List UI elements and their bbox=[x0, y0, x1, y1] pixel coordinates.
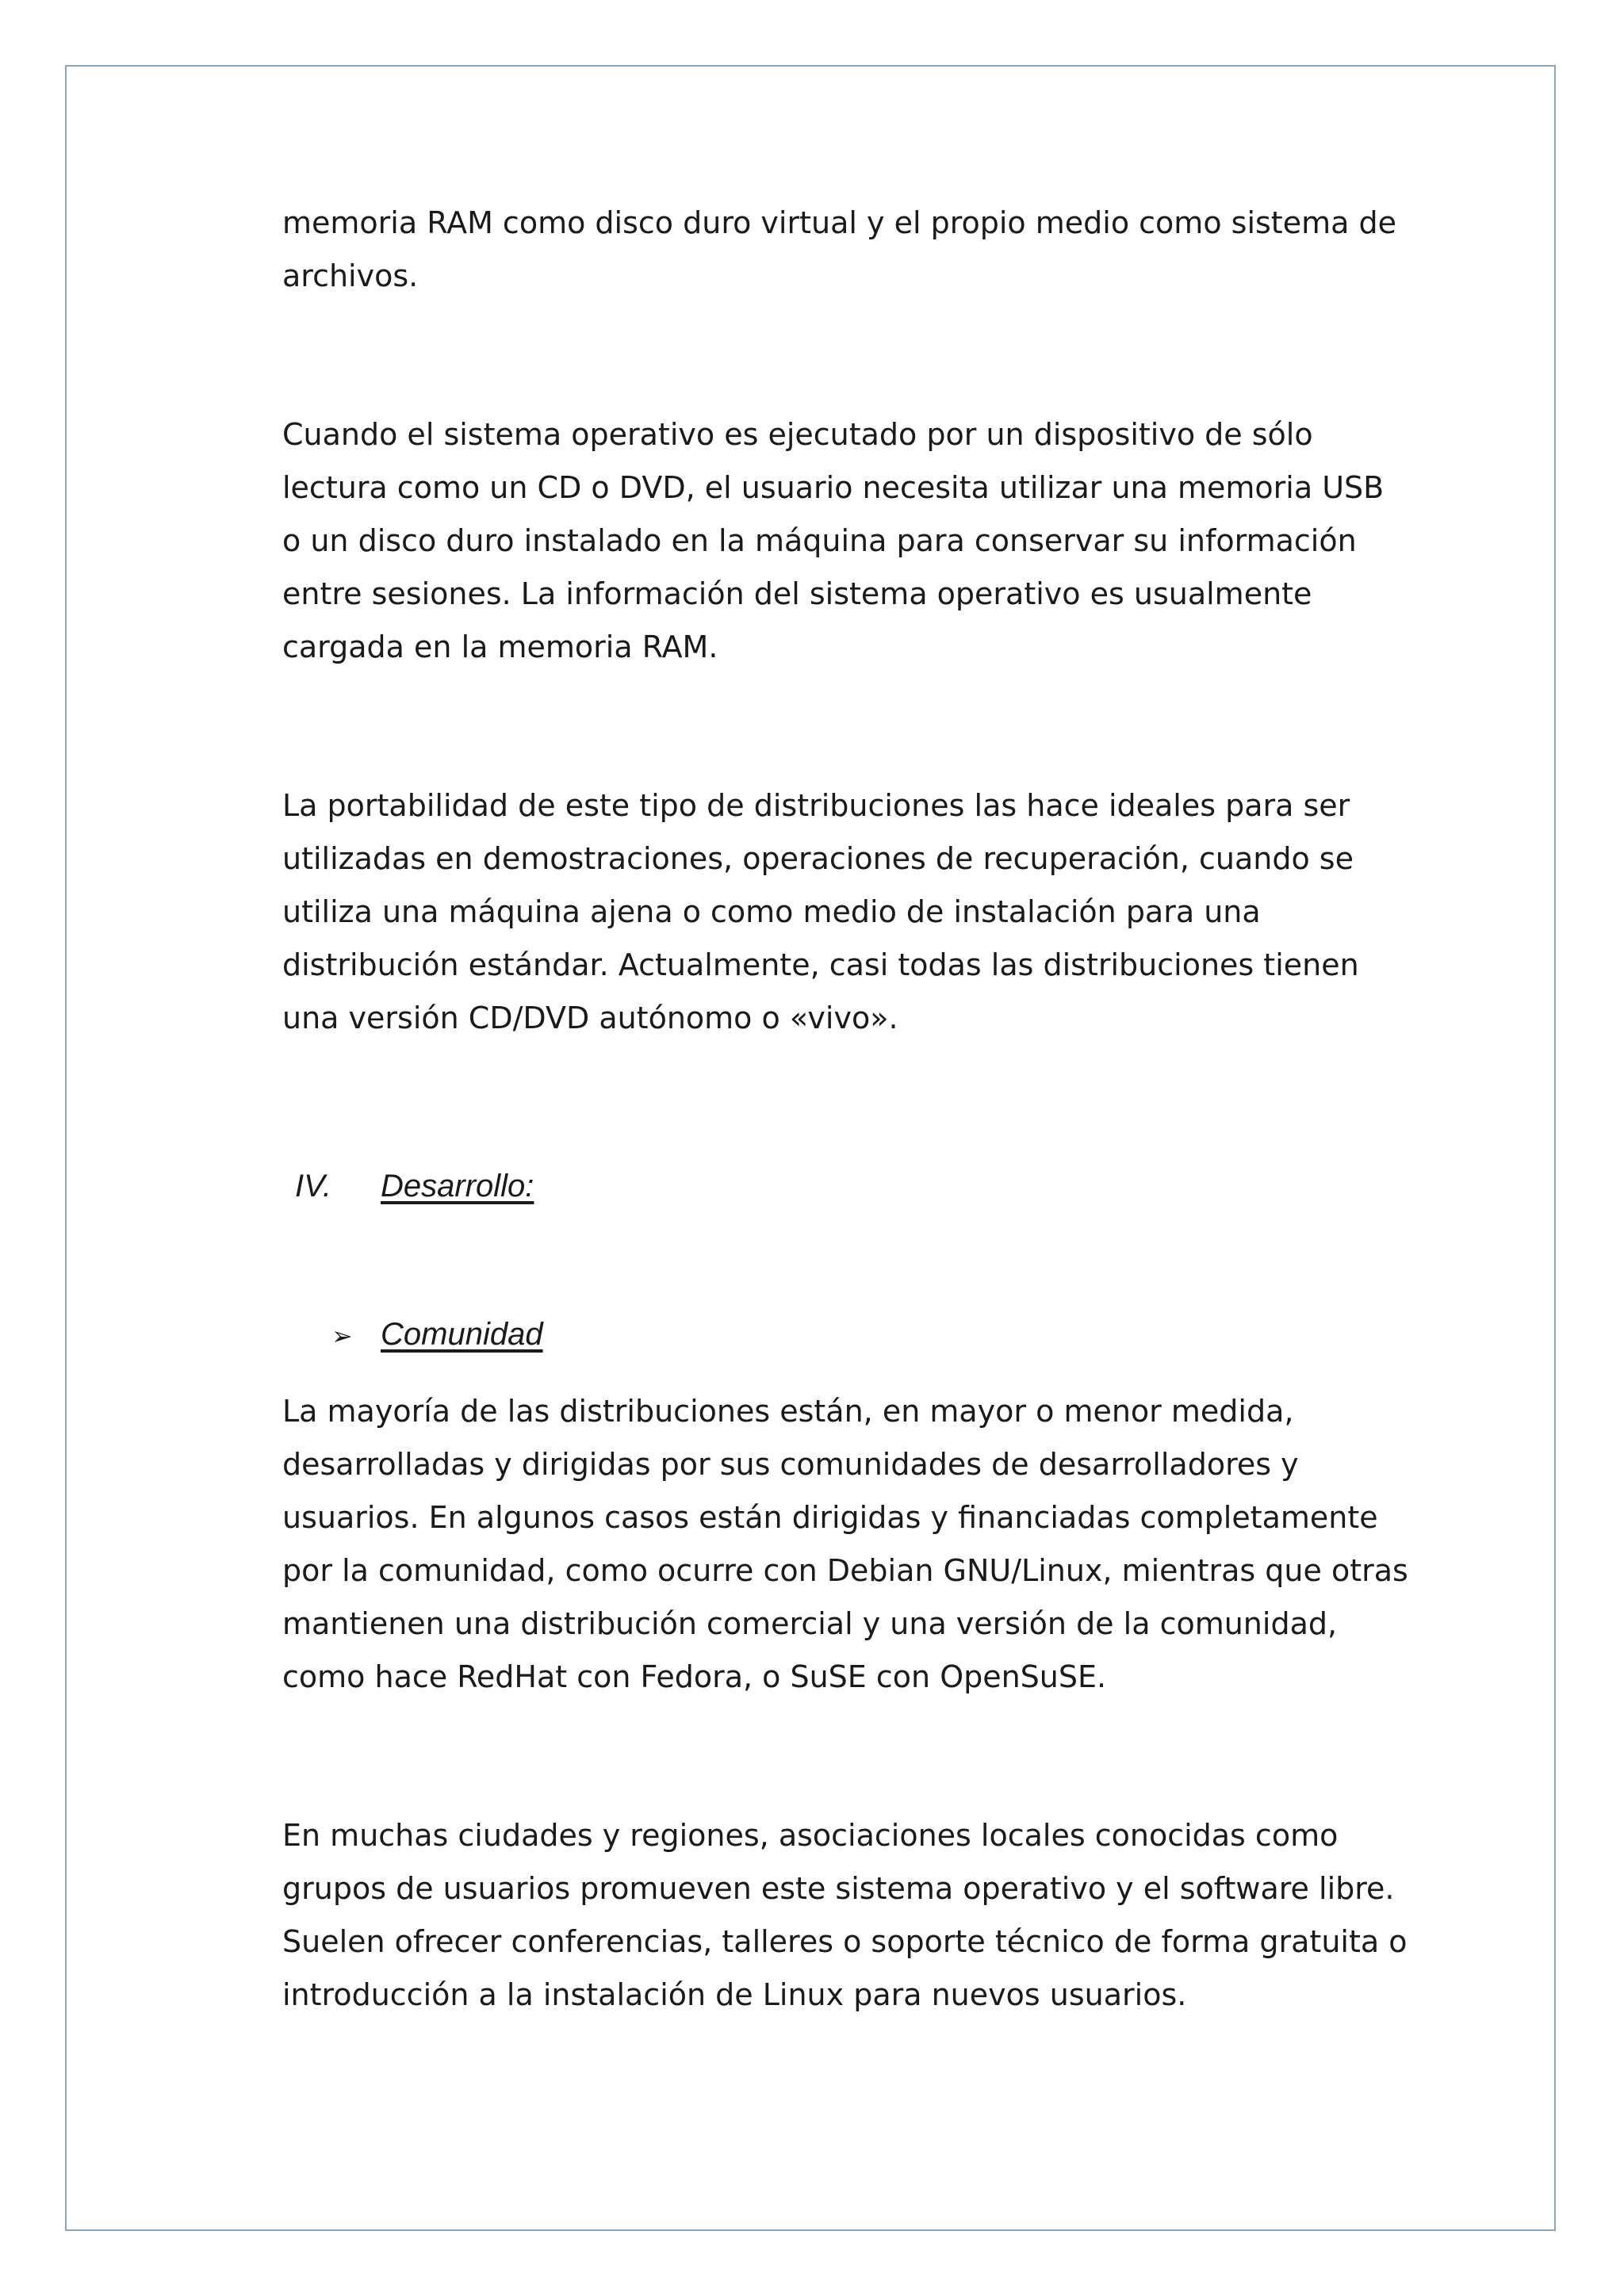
paragraph-user-groups: En muchas ciudades y regiones, asociaciones locales conocidas como grupos de usuarios promueven este sistema operativo y el software libre. Suelen ofrecer conferencias, talleres o soporte técnico de forma gratuita o introducción a la instalación de Linux para nuevos usuarios. bbox=[282, 1818, 1408, 2012]
paragraph-ram-filesystem: memoria RAM como disco duro virtual y el propio medio como sistema de archivos. bbox=[282, 205, 1396, 293]
paragraph-spacer bbox=[282, 303, 1408, 408]
subheading-spacer bbox=[282, 1363, 1408, 1385]
paragraph-read-only-device: Cuando el sistema operativo es ejecutado por un dispositivo de sólo lectura como un CD o DVD, el usuario necesita utilizar una memoria USB o un disco duro instalado en la máquina para conservar su información entre sesiones. La información del sistema operativo es usualmente cargada en la memoria RAM. bbox=[282, 417, 1385, 664]
paragraph-spacer bbox=[282, 1704, 1408, 1809]
paragraph-portability: La portabilidad de este tipo de distribuciones las hace ideales para ser utilizadas en demostraciones, operaciones de recuperación, cuando se utiliza una máquina ajena o como medio de instalación para una distribución estándar. Actualmente, casi todas las distribuciones tienen una versión CD/DVD autónomo o «vivo». bbox=[282, 788, 1359, 1035]
section-heading bbox=[282, 1160, 1408, 1213]
heading-spacer bbox=[282, 1213, 1408, 1308]
arrow-bullet-icon: ➢ bbox=[331, 1322, 353, 1350]
paragraph-spacer bbox=[282, 674, 1408, 779]
paragraph-community: La mayoría de las distribuciones están, en mayor o menor medida, desarrolladas y dirigidas por sus comunidades de desarrolladores y usuarios. En algunos casos están dirigidas y financiadas completamente por la comunidad, como ocurre con Debian GNU/Linux, mientras que otras mantienen una distribución comercial y una versión de la comunidad, como hace RedHat con Fedora, o SuSE con OpenSuSE. bbox=[282, 1394, 1408, 1694]
subsection-title: Comunidad bbox=[381, 1317, 543, 1352]
section-title: Desarrollo: bbox=[381, 1169, 534, 1203]
document-body bbox=[282, 197, 1408, 2022]
subsection-heading bbox=[282, 1308, 1408, 1363]
section-number: IV. bbox=[295, 1169, 331, 1203]
heading-spacer bbox=[282, 1045, 1408, 1160]
